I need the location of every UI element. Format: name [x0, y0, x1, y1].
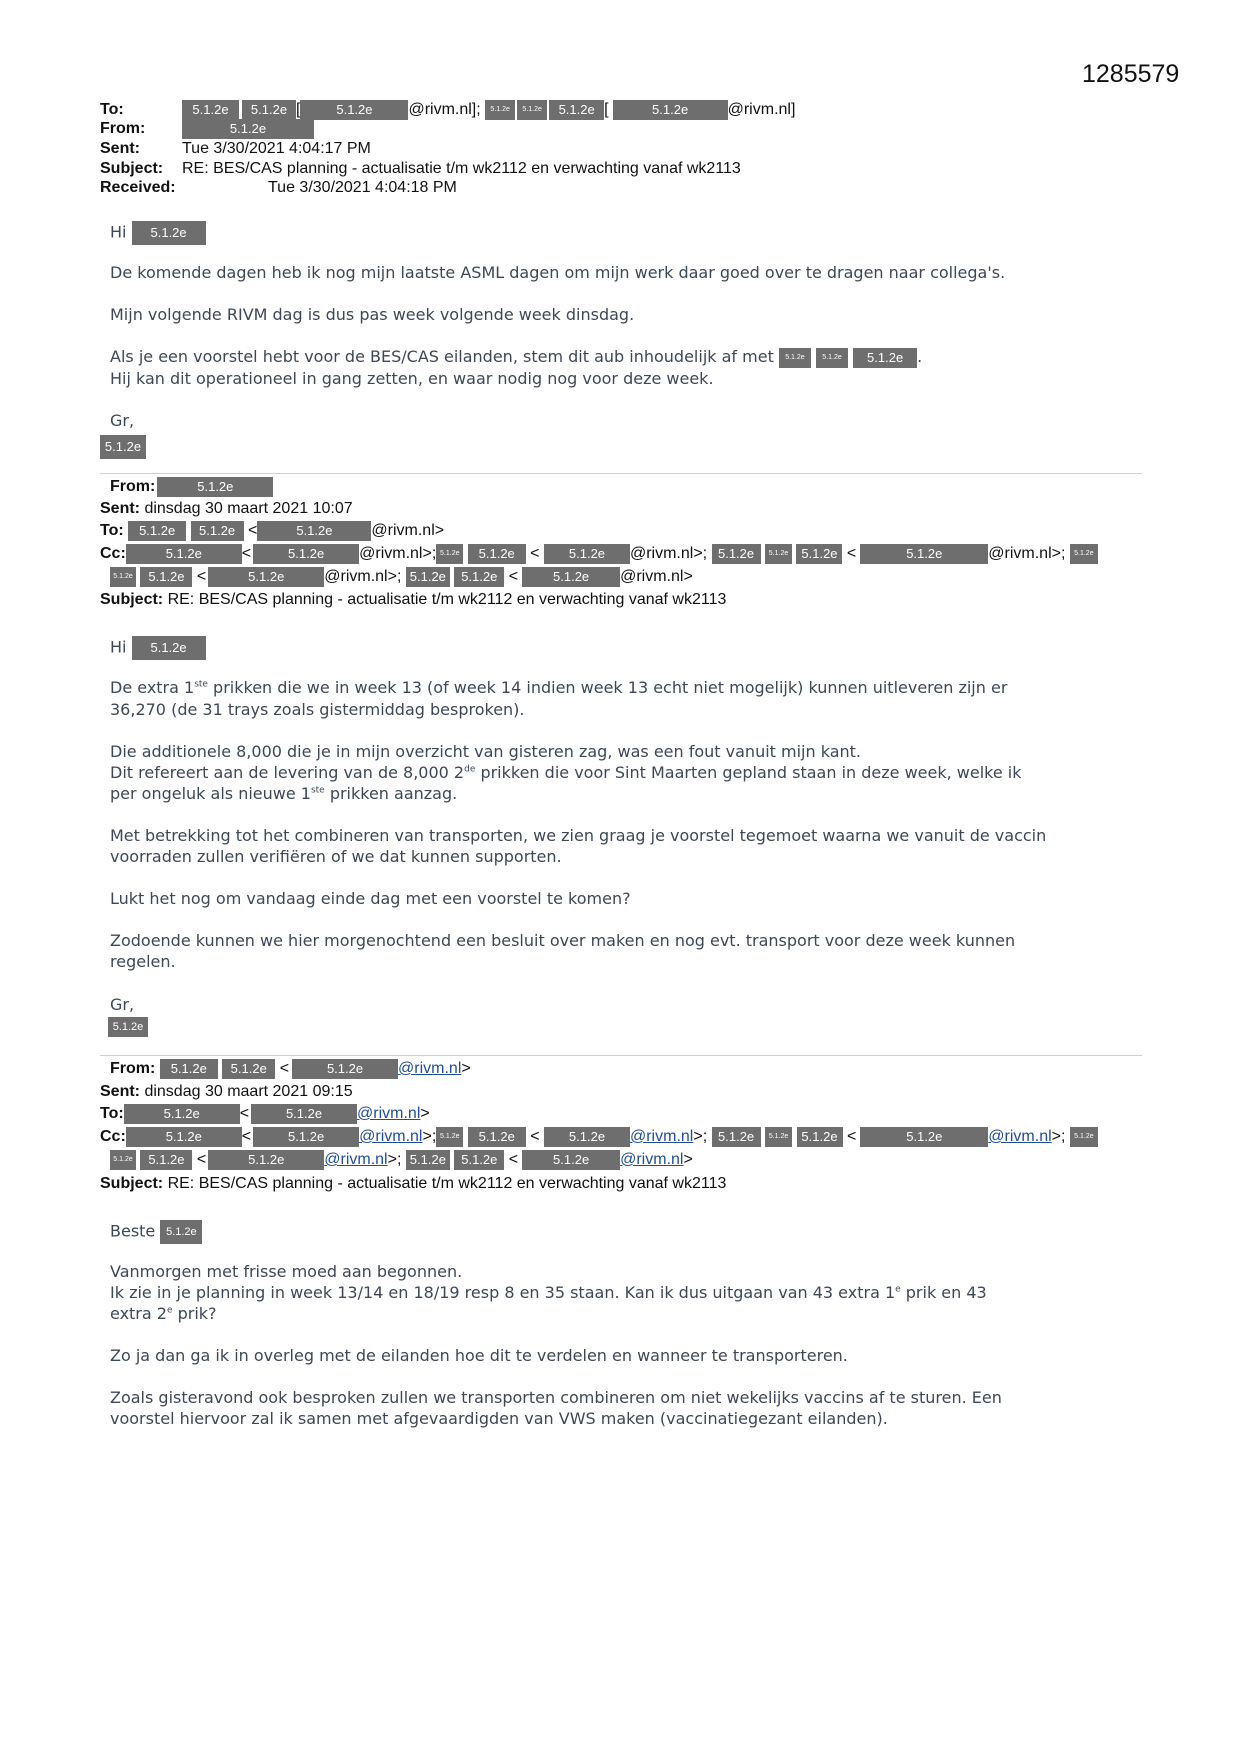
redaction: 5.1.2e [191, 521, 244, 541]
redaction: 5.1.2e [860, 1127, 988, 1147]
quoted2-paragraph: voorstel hiervoor zal ik samen met afgevaardigden van VWS maken (vaccinatiegezant eilanden). [110, 1409, 888, 1428]
redaction: 5.1.2e [140, 1150, 192, 1170]
redaction: 5.1.2e [126, 544, 242, 564]
redaction: 5.1.2e [110, 567, 136, 587]
redaction: 5.1.2e [797, 1127, 843, 1147]
subject-value: RE: BES/CAS planning - actualisatie t/m wk2112 en verwachting vanaf wk2113 [182, 160, 741, 177]
redaction: 5.1.2e [132, 636, 206, 660]
quoted2-paragraph: Zo ja dan ga ik in overleg met de eilanden hoe dit te verdelen en wanneer te transporteren. [110, 1346, 848, 1365]
bracket: [ [296, 101, 301, 119]
document-number: 1285579 [1082, 60, 1180, 88]
redaction: 5.1.2e [182, 100, 239, 120]
redaction: 5.1.2e [796, 544, 842, 564]
redaction: 5.1.2e [157, 477, 273, 497]
quoted1-sent-row: Sent: dinsdag 30 maart 2021 10:07 [100, 500, 353, 517]
quoted1-subject-row: Subject: RE: BES/CAS planning - actualisatie t/m wk2112 en verwachting vanaf wk2113 [100, 591, 727, 608]
redaction: 5.1.2e [126, 1127, 242, 1147]
redaction: 5.1.2e [436, 544, 463, 564]
sent-value: Tue 3/30/2021 4:04:17 PM [182, 140, 371, 157]
redaction: 5.1.2e [1070, 1127, 1098, 1147]
email-link[interactable]: @rivm.nl [357, 1105, 421, 1122]
redaction: 5.1.2e [124, 1104, 240, 1124]
redaction: 5.1.2e [485, 100, 515, 120]
redaction: 5.1.2e [860, 544, 988, 564]
to-label: To: [100, 101, 124, 119]
quoted2-paragraph: Zoals gisteravond ook besproken zullen we transporten combineren om niet wekelijks vaccins af te sturen. Een [110, 1388, 1002, 1407]
redaction: 5.1.2e [160, 1059, 218, 1079]
email-domain: @rivm.nl]; [408, 101, 481, 119]
separator [100, 1055, 1142, 1056]
header-subject-row [100, 159, 741, 179]
redaction: 5.1.2e [406, 1150, 450, 1170]
bracket: [ [604, 101, 609, 119]
quoted1-paragraph: 36,270 (de 31 trays zoals gistermiddag besproken). [110, 700, 525, 719]
quoted1-greeting: Hi 5.1.2e [110, 636, 1140, 660]
quoted1-paragraph: Die additionele 8,000 die je in mijn overzicht van gisteren zag, was een fout vanuit mijn kant. [110, 742, 861, 761]
quoted2-greeting: Beste 5.1.2e [110, 1220, 1140, 1244]
redaction: 5.1.2e [613, 100, 728, 120]
email1-paragraph: Als je een voorstel hebt voor de BES/CAS eilanden, stem dit aub inhoudelijk af met 5.1.2e 5.1.2e 5.1.2e . [110, 347, 923, 366]
redaction: 5.1.2e [549, 100, 604, 120]
redaction: 5.1.2e [251, 1104, 357, 1124]
quoted1-from-row: From: 5.1.2e [110, 476, 273, 498]
email1-paragraph: Mijn volgende RIVM dag is dus pas week volgende week dinsdag. [110, 305, 635, 324]
email-link[interactable]: @rivm.nl [988, 1128, 1052, 1145]
redaction: 5.1.2e [454, 567, 504, 587]
subject-label: Subject: [100, 160, 164, 177]
quoted1-paragraph: Zodoende kunnen we hier morgenochtend een besluit over maken en nog evt. transport voor deze week kunnen [110, 931, 1016, 950]
redaction: 5.1.2e [712, 544, 761, 564]
quoted1-signoff: Gr, [110, 995, 135, 1014]
redaction: 5.1.2e [108, 1017, 148, 1037]
redaction: 5.1.2e [522, 1150, 620, 1170]
sent-label: Sent: [100, 140, 140, 157]
redaction: 5.1.2e [468, 1127, 526, 1147]
redaction: 5.1.2e [436, 1127, 463, 1147]
email-domain: @rivm.nl] [727, 101, 796, 119]
redaction: 5.1.2e [292, 1059, 398, 1079]
redaction: 5.1.2e [765, 544, 792, 564]
redaction: 5.1.2e [253, 544, 359, 564]
quoted1-paragraph: Dit refereert aan de levering van de 8,000 2de prikken die voor Sint Maarten gepland staan in deze week, welke ik [110, 763, 1022, 782]
redaction: 5.1.2e [208, 1150, 324, 1170]
email-link[interactable]: @rivm.nl [398, 1060, 462, 1077]
email1-paragraph: De komende dagen heb ik nog mijn laatste ASML dagen om mijn werk daar goed over te dragen naar collega's. [110, 263, 1006, 282]
email-link[interactable]: @rivm.nl [629, 1128, 694, 1145]
redaction: 5.1.2e [300, 100, 408, 120]
redaction: 5.1.2e [517, 100, 547, 120]
quoted1-cc-row: Cc: 5.1.2e < 5.1.2e @rivm.nl>; 5.1.2e 5.1.2e < 5.1.2e @rivm.nl>; 5.1.2e 5.1.2e 5.1.2e < 5.1.2e @rivm.nl>; 5.1.2e [100, 543, 1098, 565]
redaction: 5.1.2e [110, 1150, 136, 1170]
from-label: From: [100, 120, 146, 138]
redaction: 5.1.2e [544, 1127, 630, 1147]
quoted1-paragraph: De extra 1ste prikken die we in week 13 (of week 14 indien week 13 echt niet mogelijk) kunnen uitleveren zijn er [110, 678, 1008, 697]
received-value: Tue 3/30/2021 4:04:18 PM [268, 179, 457, 196]
email-link[interactable]: @rivm.nl [324, 1151, 388, 1168]
redaction: 5.1.2e [160, 1220, 202, 1244]
header-to-row [100, 100, 795, 120]
quoted2-sent-row: Sent: dinsdag 30 maart 2021 09:15 [100, 1083, 353, 1100]
redaction: 5.1.2e [779, 348, 811, 368]
redaction: 5.1.2e [208, 567, 324, 587]
quoted1-paragraph: per ongeluk als nieuwe 1ste prikken aanzag. [110, 784, 458, 803]
redaction: 5.1.2e [132, 221, 206, 245]
redaction: 5.1.2e [140, 567, 192, 587]
redaction: 5.1.2e [765, 1127, 792, 1147]
redaction: 5.1.2e [454, 1150, 504, 1170]
quoted2-from-row: From: 5.1.2e 5.1.2e < 5.1.2e @rivm.nl> [110, 1060, 471, 1077]
redaction: 5.1.2e [253, 1127, 359, 1147]
redaction: 5.1.2e [853, 348, 917, 368]
quoted1-paragraph: regelen. [110, 952, 176, 971]
header-from-row [100, 119, 314, 139]
quoted2-paragraph: Vanmorgen met frisse moed aan begonnen. [110, 1262, 463, 1281]
separator [100, 473, 1142, 474]
quoted2-cc-row: Cc: 5.1.2e < 5.1.2e @rivm.nl>; 5.1.2e 5.1.2e < 5.1.2e @rivm.nl>; 5.1.2e 5.1.2e 5.1.2e < 5.1.2e @rivm.nl>; 5.1.2e [100, 1126, 1098, 1148]
email-link[interactable]: @rivm.nl [359, 1128, 423, 1145]
quoted2-paragraph: Ik zie in je planning in week 13/14 en 18/19 resp 8 en 35 staan. Kan ik dus uitgaan van 43 extra 1e prik en 43 [110, 1283, 987, 1302]
email1-signoff: Gr, [110, 411, 135, 430]
redaction: 5.1.2e [242, 100, 296, 120]
quoted2-cc-row-2: 5.1.2e 5.1.2e < 5.1.2e @rivm.nl>; 5.1.2e 5.1.2e < 5.1.2e @rivm.nl> [110, 1149, 693, 1171]
quoted1-cc-row-2: 5.1.2e 5.1.2e < 5.1.2e @rivm.nl>; 5.1.2e 5.1.2e < 5.1.2e @rivm.nl> [110, 566, 693, 588]
redaction: 5.1.2e [406, 567, 450, 587]
quoted1-to-row: To: 5.1.2e 5.1.2e < 5.1.2e @rivm.nl> [100, 522, 445, 539]
redaction: 5.1.2e [182, 119, 314, 139]
email1-paragraph: Hij kan dit operationeel in gang zetten, en waar nodig nog voor deze week. [110, 369, 714, 388]
redaction: 5.1.2e [222, 1059, 275, 1079]
redaction: 5.1.2e [100, 435, 146, 459]
redaction: 5.1.2e [1070, 544, 1098, 564]
quoted2-paragraph: extra 2e prik? [110, 1304, 217, 1323]
quoted2-subject-row: Subject: RE: BES/CAS planning - actualisatie t/m wk2112 en verwachting vanaf wk2113 [100, 1175, 727, 1192]
header-sent-row [100, 139, 371, 159]
header-received-row [100, 178, 457, 198]
quoted1-signature [108, 1016, 148, 1037]
redaction: 5.1.2e [712, 1127, 761, 1147]
quoted1-paragraph: voorraden zullen verifiëren of we dat kunnen supporten. [110, 847, 562, 866]
redaction: 5.1.2e [522, 567, 620, 587]
redaction: 5.1.2e [468, 544, 526, 564]
quoted1-paragraph: Lukt het nog om vandaag einde dag met een voorstel te komen? [110, 889, 631, 908]
redaction: 5.1.2e [128, 521, 186, 541]
email-link[interactable]: @rivm.nl [620, 1151, 684, 1168]
quoted1-paragraph: Met betrekking tot het combineren van transporten, we zien graag je voorstel tegemoet waarna we vanuit de vaccin [110, 826, 1047, 845]
redaction: 5.1.2e [257, 521, 371, 541]
received-label: Received: [100, 179, 176, 196]
quoted2-to-row: To: 5.1.2e < 5.1.2e @rivm.nl> [100, 1105, 430, 1122]
redaction: 5.1.2e [816, 348, 848, 368]
redaction: 5.1.2e [544, 544, 630, 564]
email1-greeting: Hi 5.1.2e [110, 221, 1140, 245]
email1-signature [100, 435, 146, 459]
